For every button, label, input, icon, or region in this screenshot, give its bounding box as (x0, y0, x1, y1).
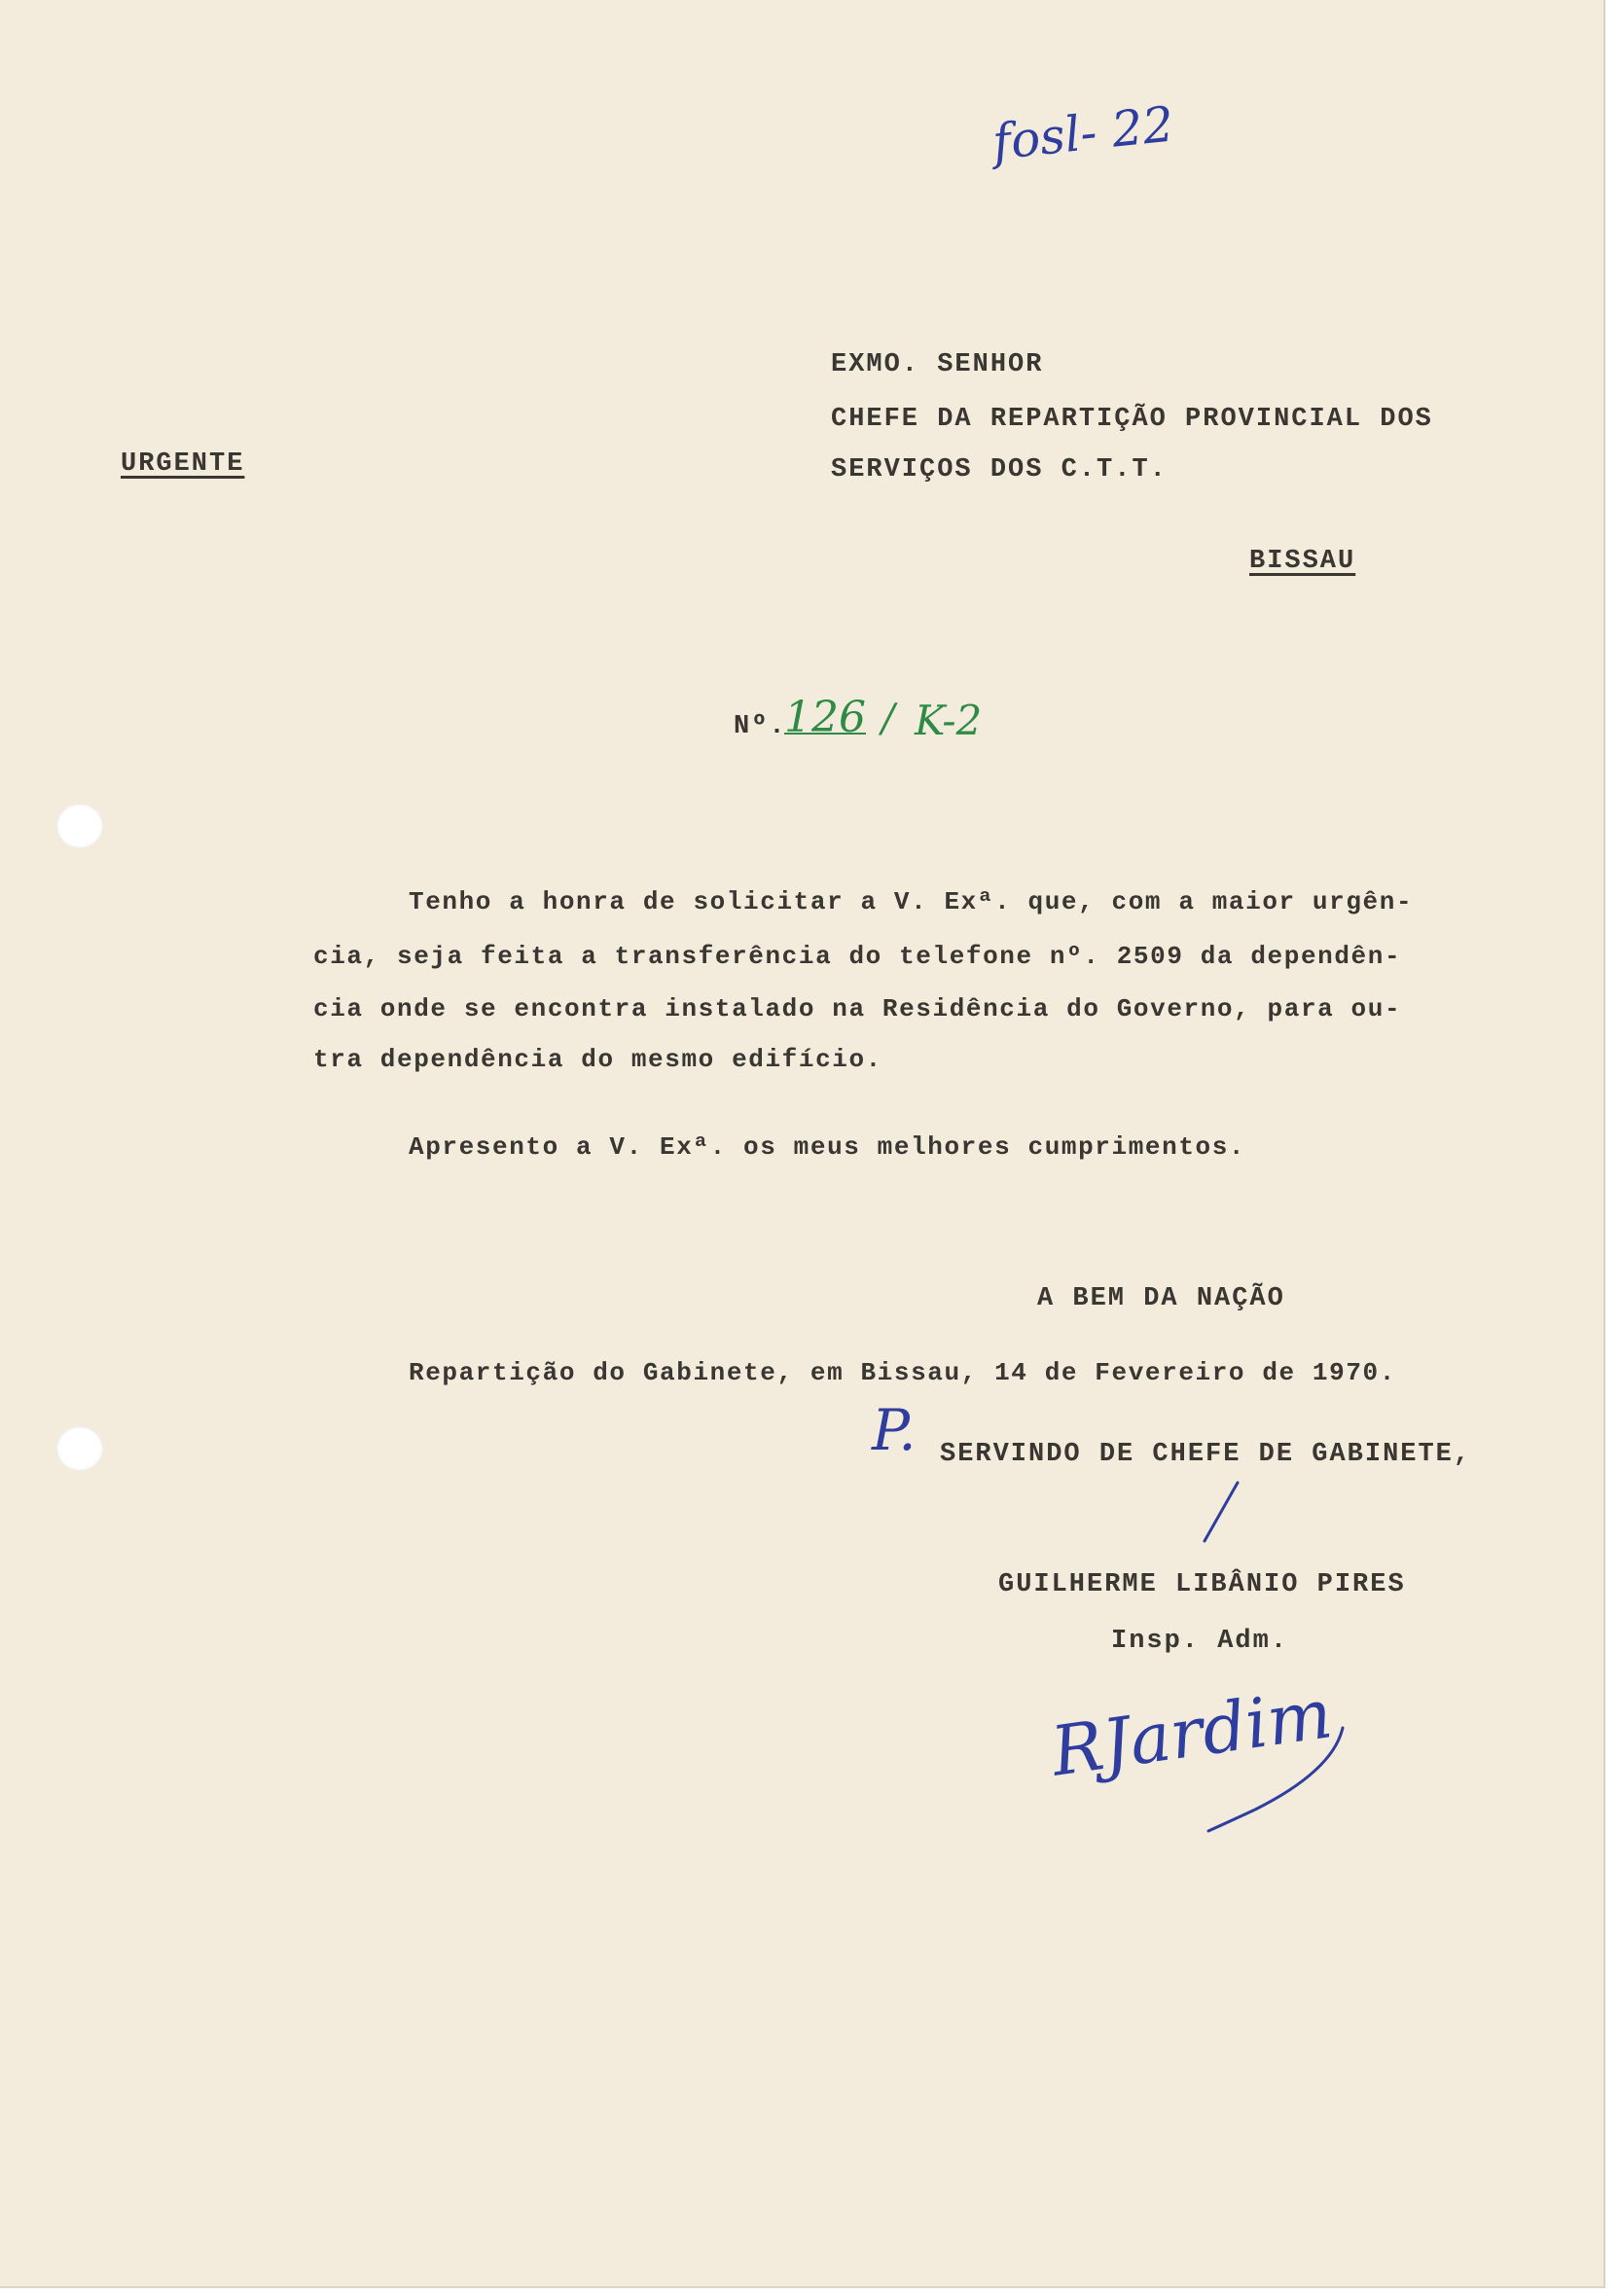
body-line-1: Tenho a honra de solicitar a V. Exª. que, com a maior urgên- (409, 887, 1414, 916)
reference-prefix: Nº. (734, 712, 787, 741)
reference-handwritten-code: K-2 (915, 697, 983, 744)
body-line-2: cia, seja feita a transferência do telefone nº. 2509 da dependên- (313, 942, 1402, 971)
reference-separator: / (881, 697, 895, 741)
place-and-date: Repartição do Gabinete, em Bissau, 14 de Fevereiro de 1970. (409, 1358, 1396, 1387)
reference-handwritten-number: 126 (784, 693, 866, 742)
handwritten-slash-mark (1193, 1479, 1251, 1547)
punch-hole-lower (56, 1426, 103, 1471)
signer-title: Insp. Adm. (1111, 1627, 1289, 1656)
handwritten-signature: RJardim (1046, 1673, 1337, 1792)
urgent-label: URGENTE (121, 449, 245, 479)
addressee-title-line1: CHEFE DA REPARTIÇÃO PROVINCIAL DOS (831, 405, 1433, 434)
signer-role: SERVINDO DE CHEFE DE GABINETE, (940, 1440, 1472, 1469)
salutation: A BEM DA NAÇÃO (1037, 1284, 1285, 1313)
signature-flourish (1197, 1722, 1352, 1839)
body-line-4: tra dependência do mesmo edifício. (313, 1045, 882, 1074)
punch-hole-upper (56, 804, 103, 848)
addressee-salutation: EXMO. SENHOR (831, 350, 1044, 379)
addressee-title-line2: SERVIÇOS DOS C.T.T. (831, 455, 1168, 484)
handwritten-prefix: P. (872, 1397, 917, 1463)
body-line-3: cia onde se encontra instalado na Residência do Governo, para ou- (313, 994, 1402, 1023)
closing-line: Apresento a V. Exª. os meus melhores cumprimentos. (409, 1132, 1246, 1162)
handwritten-annotation: fosl- 22 (989, 95, 1177, 171)
addressee-city: BISSAU (1249, 547, 1356, 576)
signer-name: GUILHERME LIBÂNIO PIRES (998, 1570, 1406, 1599)
